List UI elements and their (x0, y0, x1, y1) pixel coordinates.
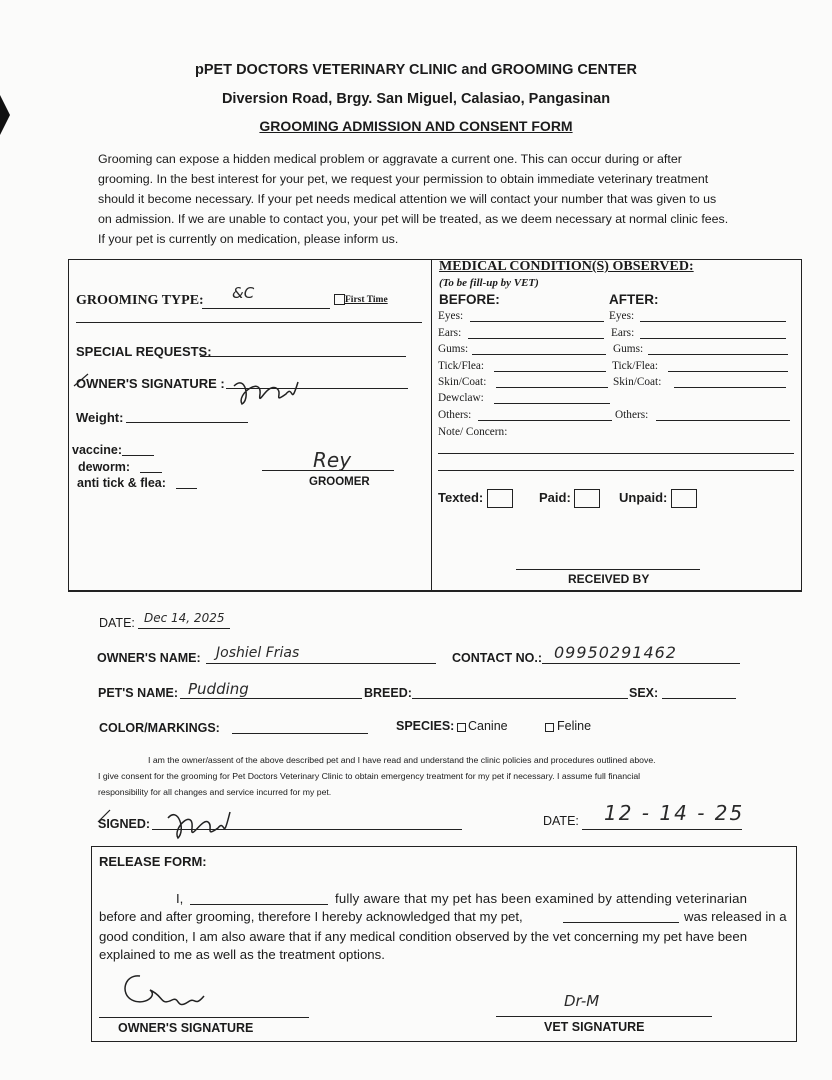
anti-tick-line[interactable] (176, 488, 197, 489)
before-dewclaw: Dewclaw: (438, 392, 484, 404)
pet-name-value: Pudding (188, 680, 249, 698)
after-skin-line[interactable] (674, 387, 786, 388)
feline-checkbox[interactable] (545, 723, 554, 732)
after-tick-line[interactable] (668, 371, 788, 372)
consent-line: I give consent for the grooming for Pet Doctors Veterinary Clinic to obtain emergency treatment for my pet if necessary. I assume full financial (98, 771, 641, 781)
pet-name-label: PET'S NAME: (98, 686, 179, 700)
texted-checkbox[interactable] (487, 489, 513, 508)
date-line[interactable] (138, 628, 230, 629)
before-dewclaw-line[interactable] (494, 403, 610, 404)
vet-signature-value: Dr-M (564, 992, 600, 1010)
owner-signature-label: OWNER'S SIGNATURE : (76, 376, 225, 391)
vaccine-label: vaccine: (72, 443, 123, 457)
before-gums-line[interactable] (472, 354, 606, 355)
before-eyes: Eyes: (438, 310, 464, 322)
signed-date-line[interactable] (582, 829, 742, 830)
intro-line: grooming. In the best interest for your pet, we request your permission to obtain immediate veterinary treatment (98, 172, 709, 186)
breed-line[interactable] (412, 698, 628, 699)
date-value: Dec 14, 2025 (144, 611, 225, 625)
signed-date-value: 12 - 14 - 25 (604, 801, 745, 825)
consent-line: I am the owner/assent of the above described pet and I have read and understand the clinic policies and procedures outlined above. (148, 755, 656, 765)
pet-name-line[interactable] (180, 698, 362, 699)
after-eyes-line[interactable] (640, 321, 786, 322)
after-eyes: Eyes: (609, 310, 635, 322)
species-label: SPECIES: (396, 719, 455, 733)
medical-title: MEDICAL CONDITION(S) OBSERVED: (439, 259, 694, 274)
before-label: BEFORE: (439, 292, 500, 307)
color-markings-line[interactable] (232, 733, 368, 734)
release-owner-blank[interactable] (190, 904, 328, 905)
grooming-type-line[interactable] (202, 308, 330, 309)
contact-line[interactable] (542, 663, 740, 664)
release-line3: good condition, I am also aware that if any medical condition observed by the vet concerning my pet have been (99, 929, 748, 944)
release-line2-end: was released in a (684, 909, 787, 924)
release-line4: explained to me as well as the treatment options. (99, 947, 385, 962)
before-skin: Skin/Coat: (438, 376, 487, 388)
groomer-signature: Rey (313, 448, 352, 472)
paid-label (539, 489, 600, 508)
section-divider (431, 259, 432, 590)
before-eyes-line[interactable] (470, 321, 604, 322)
contact-label: CONTACT NO.: (452, 651, 543, 665)
color-markings-label: COLOR/MARKINGS: (99, 721, 220, 735)
texted-label (438, 489, 513, 508)
consent-line: responsibility for all changes and service incurred for my pet. (98, 787, 332, 797)
before-gums: Gums: (438, 343, 469, 355)
clinic-address: Diversion Road, Brgy. San Miguel, Calasiao, Pangasinan (221, 91, 611, 107)
note-concern-label: Note/ Concern: (438, 426, 508, 438)
vet-signature-label: VET SIGNATURE (544, 1020, 645, 1034)
grooming-type-label: GROOMING TYPE: (76, 293, 204, 308)
release-line1-end: fully aware that my pet has been examined by attending veterinarian (335, 891, 748, 906)
clinic-name: pPET DOCTORS VETERINARY CLINIC and GROOMING CENTER (194, 62, 637, 78)
first-time-checkbox[interactable] (334, 294, 345, 305)
paid-text: Paid: (539, 489, 571, 505)
weight-label: Weight: (76, 410, 124, 425)
after-skin: Skin/Coat: (613, 376, 662, 388)
consent-text (98, 752, 748, 800)
signed-date-label: DATE: (543, 814, 579, 828)
medical-subtitle: (To be fill-up by VET) (439, 277, 539, 289)
intro-paragraph (98, 149, 743, 249)
contact-value: 09950291462 (554, 643, 677, 662)
before-others-line[interactable] (478, 420, 612, 421)
after-others-line[interactable] (656, 420, 790, 421)
unpaid-text: Unpaid: (619, 489, 668, 505)
paid-checkbox[interactable] (574, 489, 600, 508)
release-pet-blank[interactable] (563, 922, 679, 923)
groomer-line[interactable] (262, 470, 394, 471)
special-requests-line[interactable] (200, 356, 406, 357)
after-tick: Tick/Flea: (612, 360, 659, 372)
date-label: DATE: (99, 616, 135, 630)
feline-label: Feline (557, 719, 592, 733)
owner-name-label: OWNER'S NAME: (97, 651, 201, 665)
unpaid-checkbox[interactable] (671, 489, 697, 508)
deworm-line[interactable] (140, 472, 162, 473)
form-title: GROOMING ADMISSION AND CONSENT FORM (259, 118, 573, 134)
intro-line: should it become necessary. If your pet needs medical attention we will contact your number that was given to us (98, 192, 717, 206)
grooming-type-value: &C (232, 284, 255, 302)
special-requests-label: SPECIAL REQUESTS: (76, 344, 212, 359)
groomer-label: GROOMER (309, 476, 370, 488)
signed-signature-image (92, 800, 252, 848)
first-time-label: First Time (345, 295, 388, 305)
weight-line[interactable] (126, 422, 248, 423)
owner-name-line[interactable] (206, 663, 436, 664)
before-tick: Tick/Flea: (438, 360, 485, 372)
before-tick-line[interactable] (494, 371, 606, 372)
deworm-label: deworm: (78, 460, 131, 474)
before-others: Others: (438, 409, 472, 421)
anti-tick-label: anti tick & flea: (77, 476, 166, 490)
canine-checkbox[interactable] (457, 723, 466, 732)
received-by-line[interactable] (516, 569, 700, 570)
after-gums-line[interactable] (648, 354, 788, 355)
sex-line[interactable] (662, 698, 736, 699)
breed-label: BREED: (364, 686, 412, 700)
owner-release-signature-label: OWNER'S SIGNATURE (118, 1021, 254, 1035)
owner-release-signature-image (110, 966, 220, 1018)
after-others: Others: (615, 409, 649, 421)
texted-text: Texted: (438, 489, 484, 505)
before-skin-line[interactable] (496, 387, 608, 388)
grooming-type-extra-line[interactable] (76, 322, 422, 323)
after-gums: Gums: (613, 343, 644, 355)
vet-signature-line[interactable] (496, 1016, 712, 1017)
received-by-label: RECEIVED BY (568, 572, 650, 586)
before-ears-line[interactable] (468, 338, 604, 339)
intro-line: on admission. If we are unable to contact you, your pet will be treated, as we deem necessary at normal clinic fees. (98, 212, 729, 226)
owner-release-signature-line[interactable] (99, 1017, 309, 1018)
after-ears-line[interactable] (640, 338, 786, 339)
release-title: RELEASE FORM: (99, 854, 207, 869)
release-line2-start: before and after grooming, therefore I hereby acknowledged that my pet, (99, 909, 523, 924)
owner-signature-image (66, 364, 426, 414)
intro-line: If your pet is currently on medication, please inform us. (98, 232, 399, 246)
release-line1-start: I, (176, 891, 184, 906)
after-label: AFTER: (609, 292, 659, 307)
unpaid-label (619, 489, 697, 508)
intro-line: Grooming can expose a hidden medical problem or aggravate a current one. This can occur during or after (98, 152, 682, 166)
owner-name-value: Joshiel Frias (216, 645, 300, 661)
signed-label: SIGNED: (98, 817, 151, 831)
note-line-1[interactable] (438, 453, 794, 454)
before-ears: Ears: (438, 327, 462, 339)
after-ears: Ears: (611, 327, 635, 339)
canine-label: Canine (468, 719, 508, 733)
vaccine-line[interactable] (122, 455, 154, 456)
sex-label: SEX: (629, 686, 659, 700)
note-line-2[interactable] (438, 470, 794, 471)
